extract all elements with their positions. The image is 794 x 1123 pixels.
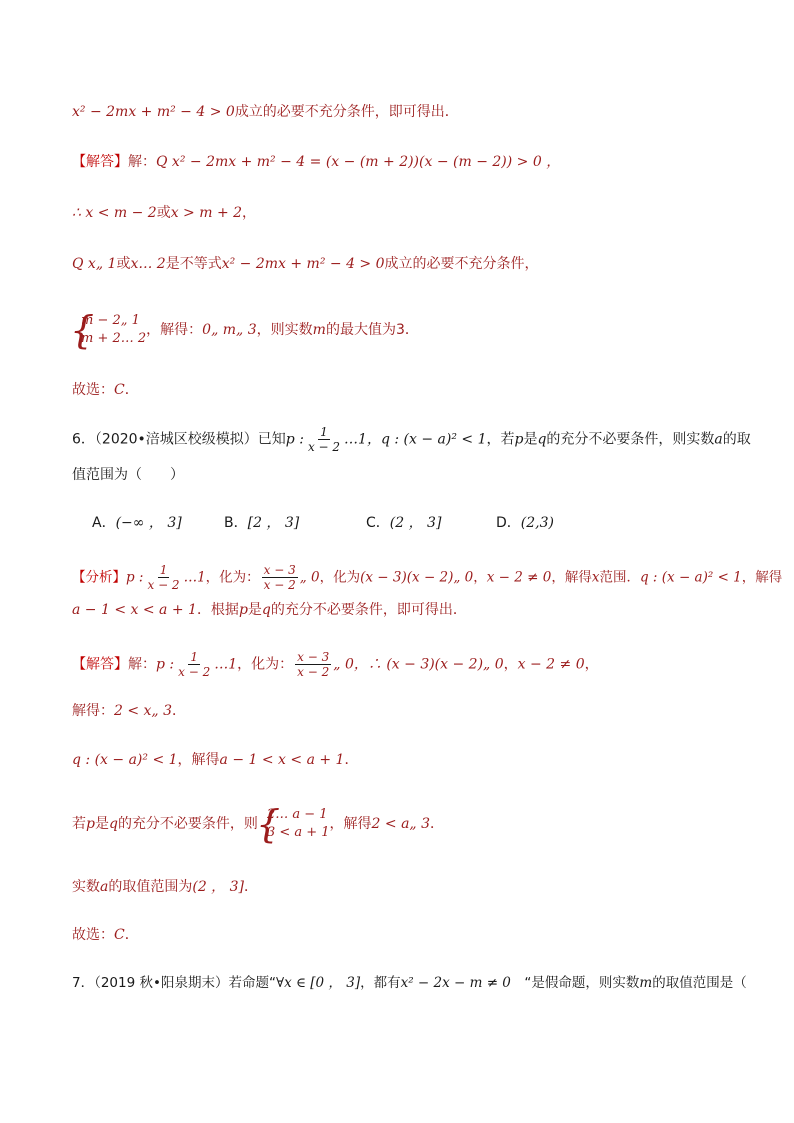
analysis-tag: 【分析】 xyxy=(72,569,126,586)
expression: x² − 2x − m ≠ 0 xyxy=(400,975,511,991)
numerator: 1 xyxy=(190,650,198,664)
x-var: x xyxy=(591,569,600,586)
text: ， xyxy=(473,569,487,586)
text: ，解得 xyxy=(741,569,783,586)
q7-line1 xyxy=(72,973,747,993)
solution-tag: 【解答】 xyxy=(72,656,128,673)
q6-header: 6．（2020•涪城区校级模拟）已知 xyxy=(72,431,286,448)
equation-system xyxy=(72,312,146,348)
text: ，化为： xyxy=(205,569,260,586)
q-var: q xyxy=(261,602,271,618)
q6-line1 xyxy=(72,425,751,454)
text: ， xyxy=(584,656,599,673)
solution6-line4 xyxy=(72,806,444,842)
intro-text: 成立的必要不充分条件，即可得出． xyxy=(234,104,459,120)
text: ．根据 xyxy=(196,602,239,618)
solution5-line4 xyxy=(72,312,419,348)
analysis6-line1 xyxy=(72,563,782,592)
choice-label: 故选： xyxy=(72,927,114,943)
m-var: m xyxy=(639,975,653,991)
numerator: x − 3 xyxy=(263,563,296,577)
a-var: a xyxy=(100,879,109,895)
interval: (2 ， 3] xyxy=(192,879,244,895)
frac-post: „ 0 xyxy=(299,569,320,586)
expression: (x − 3)(x − 2)„ 0 xyxy=(360,569,474,586)
text: ， xyxy=(503,656,518,673)
option-label: B． xyxy=(224,515,248,531)
numerator: 1 xyxy=(320,425,328,439)
text: ，都有 xyxy=(360,975,401,991)
solution6-line3 xyxy=(72,750,358,770)
text: 若 xyxy=(72,816,86,832)
q-var: q xyxy=(537,431,547,448)
solution-jie: 解： xyxy=(128,656,156,673)
solution6-choice xyxy=(72,925,139,945)
text: 范围． xyxy=(599,569,640,586)
solution5-line1 xyxy=(72,152,560,172)
text: 的充分不必要条件，即可得出． xyxy=(270,602,467,618)
text: 的取 xyxy=(722,431,751,448)
denominator: x − 2 xyxy=(263,578,296,592)
x-range: 2 < x„ 3 xyxy=(114,703,173,719)
p-post: …1 xyxy=(344,431,367,448)
fraction xyxy=(306,425,342,454)
punct: ． xyxy=(344,752,359,768)
option-value: (−∞ ， 3] xyxy=(115,515,182,531)
punct: ． xyxy=(124,927,139,943)
text: ，化为 xyxy=(319,569,361,586)
denominator: x − 2 xyxy=(178,665,211,679)
system-row: { m − 2„ 1 xyxy=(81,313,140,328)
system-row: { 2… a − 1 xyxy=(266,807,328,822)
option-label: D． xyxy=(496,515,521,531)
option-label: A． xyxy=(92,515,116,531)
or-word: 或 xyxy=(156,205,171,221)
numerator: x − 3 xyxy=(297,650,330,664)
text: 是不等式 xyxy=(165,256,222,272)
cond-left: Q x„ 1 xyxy=(72,256,117,272)
denominator: x − 2 xyxy=(147,578,180,592)
inequality: x² − 2mx + m² − 4 > 0 xyxy=(221,256,385,272)
punct: ． xyxy=(404,322,419,338)
expression: ∀x ∈ [0 ， 3] xyxy=(275,975,361,991)
equation-system xyxy=(258,806,330,842)
text: ，化为： xyxy=(237,656,294,673)
intro-line xyxy=(72,102,459,122)
text: 的充分不必要条件，则实数 xyxy=(546,431,715,448)
system-row: 3 < a + 1 xyxy=(266,825,330,840)
q-var: q xyxy=(108,816,118,832)
frac-post: „ 0 xyxy=(333,656,354,673)
solution6-line2 xyxy=(72,701,186,721)
choice-label: 故选： xyxy=(72,382,114,398)
punct: ． xyxy=(430,816,445,832)
text: 的充分不必要条件，则 xyxy=(117,816,258,832)
text: 是 xyxy=(247,602,262,618)
text: “是假命题，则实数 xyxy=(510,975,640,991)
cond-right: x… 2 xyxy=(130,256,166,272)
p-label: p : xyxy=(156,656,175,673)
text: 的取值范围为 xyxy=(108,879,193,895)
text: ，若 xyxy=(486,431,515,448)
punct: ． xyxy=(124,382,139,398)
solution6-line1 xyxy=(72,650,599,679)
p-label: p : xyxy=(126,569,144,586)
text: ，解得 xyxy=(551,569,592,586)
analysis6-line2 xyxy=(72,600,467,620)
text: 实数 xyxy=(72,879,100,895)
option-c[interactable] xyxy=(366,512,441,532)
range-left: ∴ x < m − 2 xyxy=(72,205,157,221)
intro-inequality: x² − 2mx + m² − 4 > 0 xyxy=(72,104,235,120)
p-var: p xyxy=(238,602,248,618)
option-b[interactable] xyxy=(224,512,299,532)
p-var: p xyxy=(514,431,524,448)
text: ，解得 xyxy=(177,752,220,768)
option-value: [2 ， 3] xyxy=(247,515,300,531)
text: ，解得： xyxy=(146,322,203,338)
fraction xyxy=(145,563,181,592)
p-label: p : xyxy=(285,431,304,448)
expression: ，∴ (x − 3)(x − 2)„ 0 xyxy=(353,656,504,673)
a-range: 2 < a„ 3 xyxy=(371,816,431,832)
text: ，解得 xyxy=(329,816,372,832)
factorization: Q x² − 2mx + m² − 4 = (x − (m + 2))(x − (m − 2)) > 0 ， xyxy=(156,154,561,170)
range-right: x > m + 2 xyxy=(170,205,243,221)
fraction xyxy=(295,650,331,679)
option-value: (2 ， 3] xyxy=(389,515,442,531)
text: 的最大值为 xyxy=(325,322,396,338)
expression: x − 2 ≠ 0 xyxy=(517,656,585,673)
text: ，则实数 xyxy=(256,322,313,338)
fraction xyxy=(176,650,212,679)
punct: ， xyxy=(242,205,257,221)
max-value: 3 xyxy=(395,322,405,338)
punct: ． xyxy=(244,879,258,895)
q6-line2: 值范围为（ ） xyxy=(72,467,184,483)
option-a[interactable] xyxy=(92,512,182,532)
choice-value: C xyxy=(114,382,125,398)
text: 是 xyxy=(523,431,538,448)
numerator: 1 xyxy=(159,563,168,577)
m-var: m xyxy=(312,322,326,338)
solution-tag: 【解答】 xyxy=(72,154,128,170)
expression: q : (x − a)² < 1 xyxy=(640,569,742,586)
q7-header: 7．（2019 秋•阳泉期末）若命题“ xyxy=(72,975,276,991)
text: 是 xyxy=(94,816,109,832)
q-condition: ，q : (x − a)² < 1 xyxy=(366,431,487,448)
m-range: 0„ m„ 3 xyxy=(202,322,257,338)
p-post: …1 xyxy=(214,656,238,673)
text: 的取值范围是（ xyxy=(652,975,747,991)
solution5-line3 xyxy=(72,254,539,274)
solution-jie: 解： xyxy=(128,154,156,170)
expression: a − 1 < x < a + 1 xyxy=(219,752,345,768)
or-word: 或 xyxy=(116,256,131,272)
option-d[interactable] xyxy=(496,512,554,532)
q-condition: q : (x − a)² < 1 xyxy=(72,752,178,768)
system-row: m + 2… 2 xyxy=(81,331,147,346)
text: 成立的必要不充分条件， xyxy=(384,256,539,272)
denominator: x − 2 xyxy=(297,665,330,679)
denominator: x − 2 xyxy=(307,440,341,454)
option-value: (2,3) xyxy=(520,515,554,531)
solution5-choice xyxy=(72,380,139,400)
text: 解得： xyxy=(72,703,114,719)
option-label: C． xyxy=(366,515,390,531)
solution5-line2 xyxy=(72,203,256,223)
fraction xyxy=(262,563,298,592)
p-post: …1 xyxy=(183,569,206,586)
choice-value: C xyxy=(114,927,125,943)
expression: x − 2 ≠ 0 xyxy=(486,569,552,586)
solution6-line5 xyxy=(72,877,258,897)
p-var: p xyxy=(86,816,95,832)
a-var: a xyxy=(714,431,723,448)
expression: a − 1 < x < a + 1 xyxy=(72,602,197,618)
punct: ． xyxy=(172,703,187,719)
